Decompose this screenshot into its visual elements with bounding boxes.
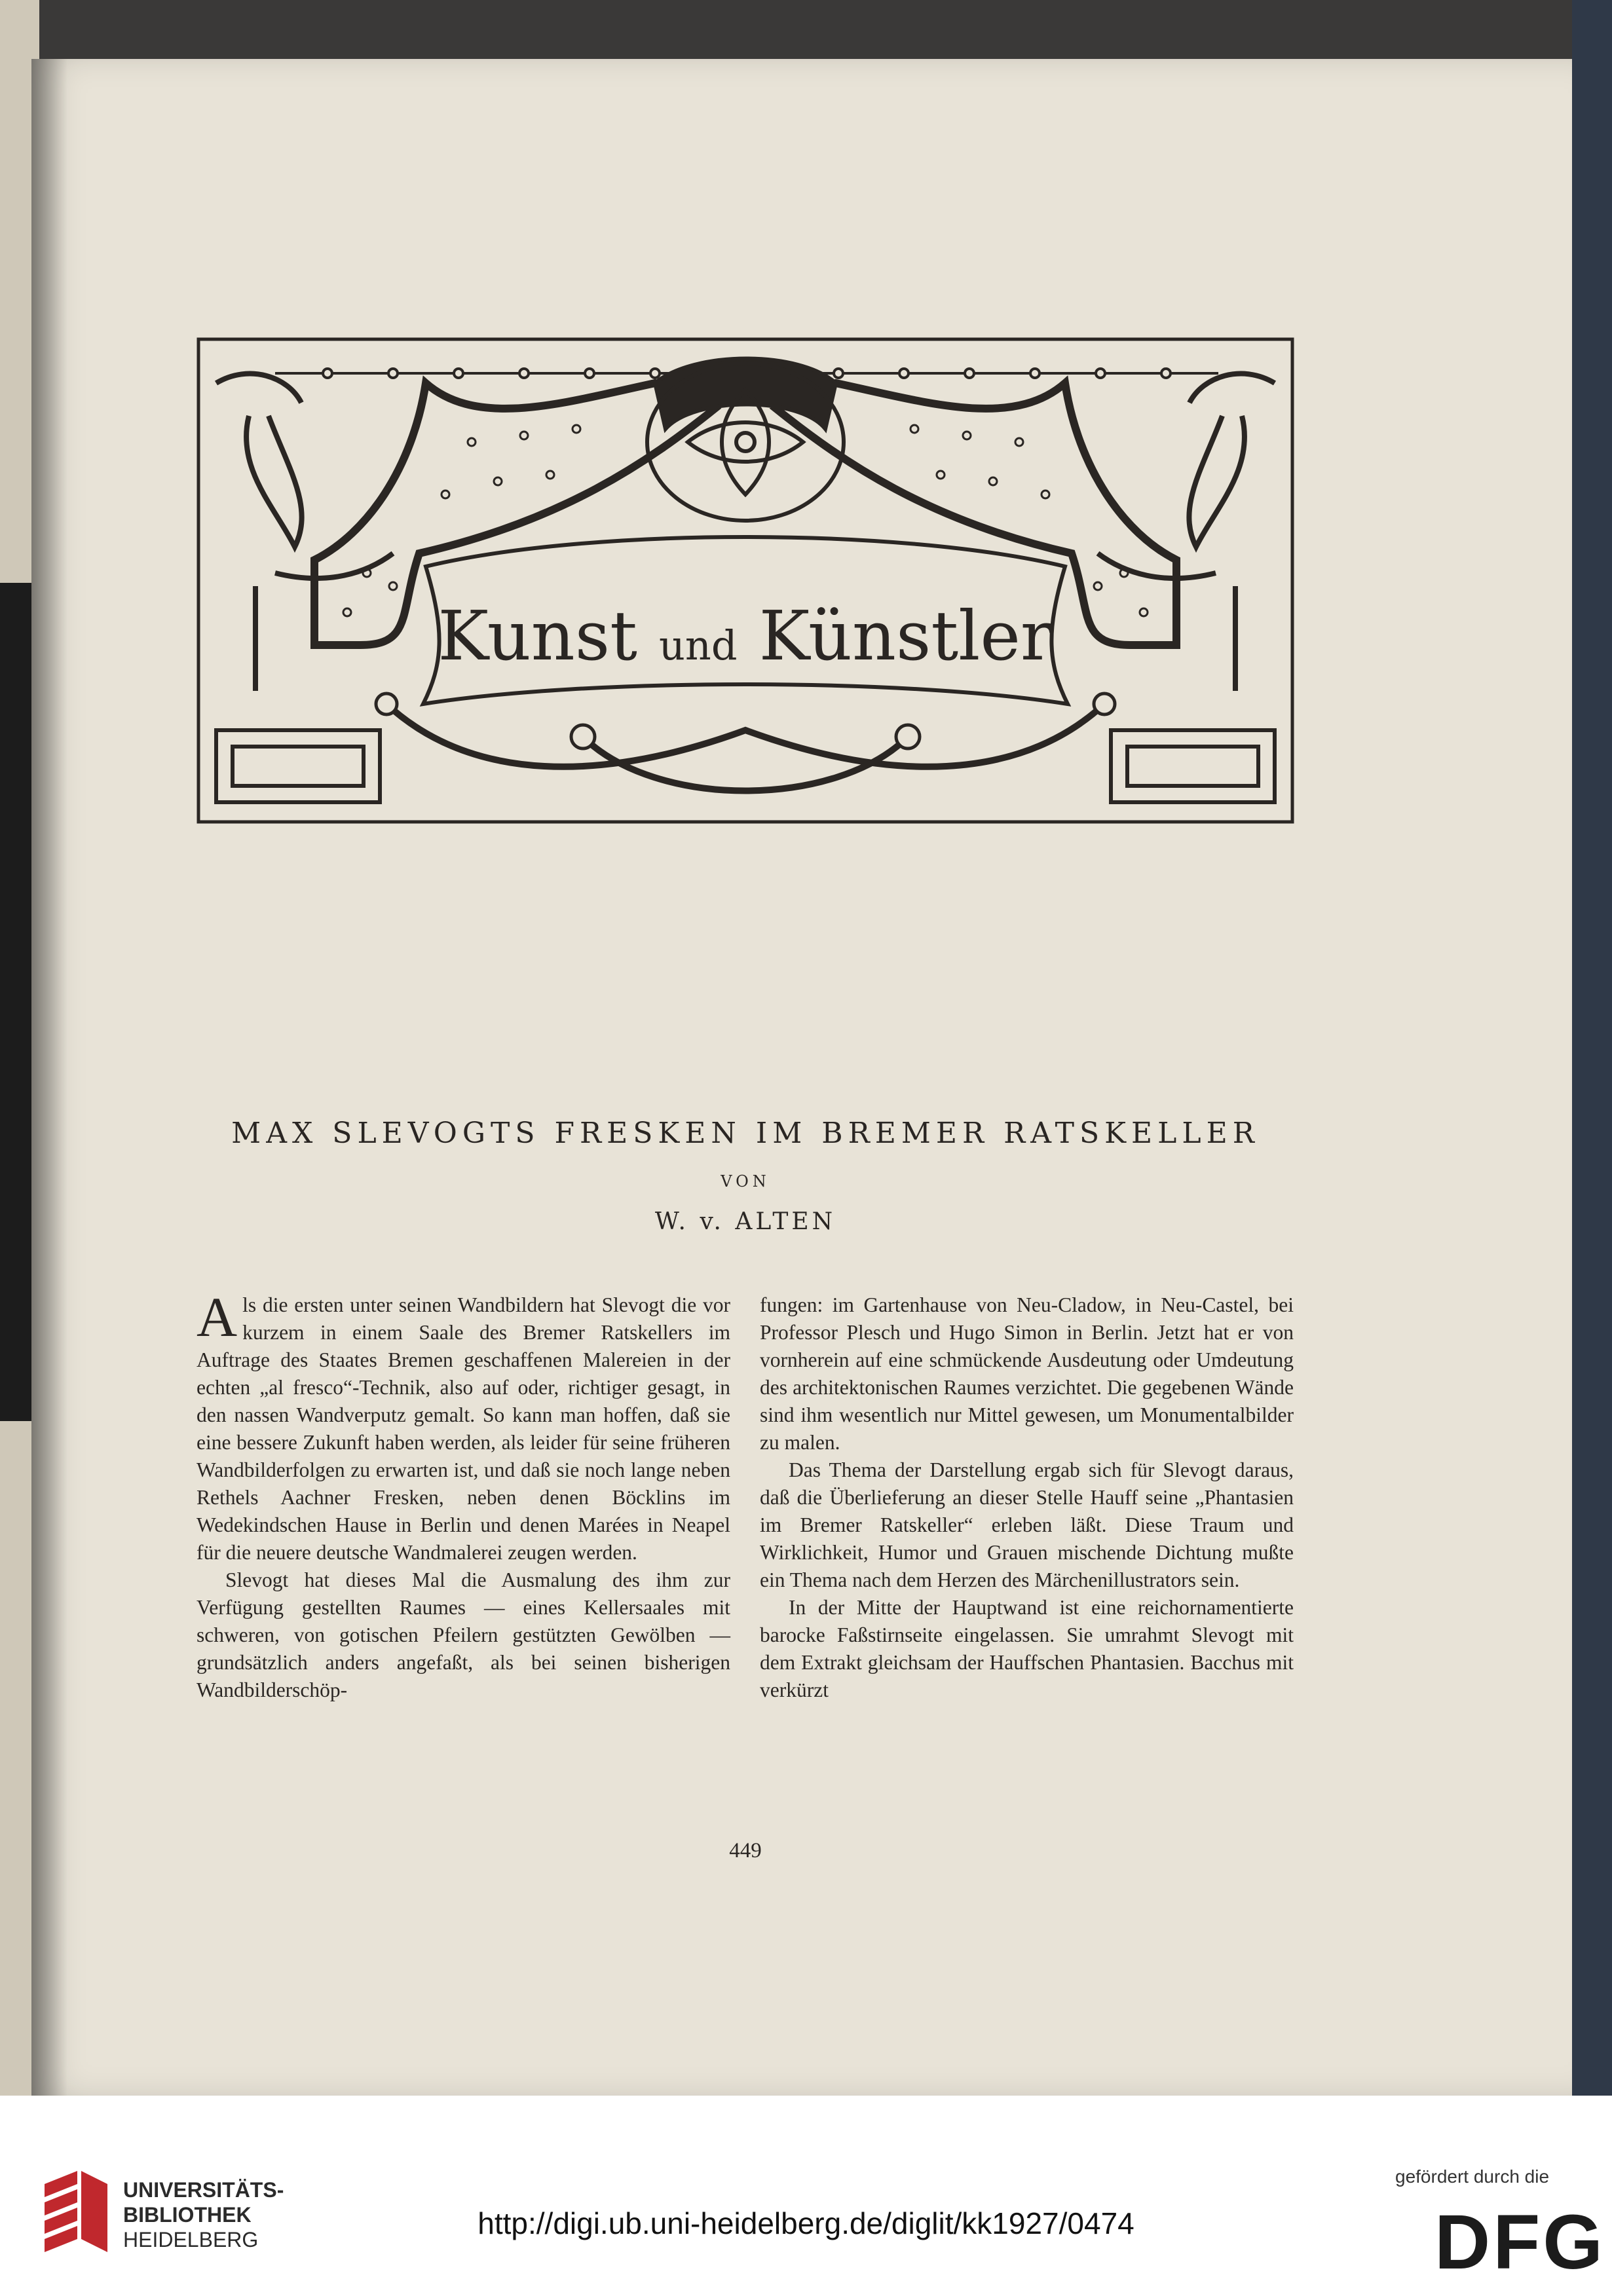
text-column-right [760, 1291, 1294, 1704]
article-byline-von: VON [721, 1172, 770, 1191]
text-column-left [197, 1286, 730, 1704]
article-title: MAX SLEVOGTS FRESKEN IM BREMER RATSKELLER [231, 1117, 1260, 1150]
book-cover-edge [1572, 0, 1612, 2096]
library-line1: UNIVERSITÄTS- [123, 2178, 284, 2202]
paragraph: Slevogt hat dieses Mal die Ausmalung des ihm zur Verfügung gestellten Raumes — eines Kellersaales mit schweren, von gotischen Pfeilern gestützten Gewölben — grundsätzlich anders angefaßt, als bei seinen bisherigen Wandbilderschöp- [197, 1568, 730, 1701]
paragraph: Das Thema der Darstellung ergab sich für Slevogt daraus, daß die Überlieferung an dieser Stelle Hauff seine „Phantasien im Bremer Ratskeller“ erleben läßt. Diese Traum und Wirklichkeit, Humor und Grauen mischende Dichtung mußte ein Thema nach dem Herzen des Märchenillustrators sein. [760, 1458, 1294, 1591]
dfg-logo[interactable]: DFG [1434, 2199, 1606, 2286]
header-title-und: und [658, 621, 738, 669]
header-ornament [197, 337, 1294, 824]
permalink-url[interactable]: http://digi.ub.uni-heidelberg.de/diglit/kk1927/0474 [478, 2206, 1134, 2240]
library-line3: HEIDELBERG [123, 2228, 259, 2251]
paragraph [197, 1286, 730, 1566]
paragraph: fungen: im Gartenhause von Neu-Cladow, in Neu-Castel, bei Professor Plesch und Hugo Simon in Berlin. Jetzt hat er von vornherein auf eine schmückende Ausdeutung oder Umdeutung des architektonischen Raumes verzichtet. Die gegebenen Wände sind ihm wesentlich nur Mittel gewesen, um Monumentalbilder zu malen. [760, 1293, 1294, 1454]
funding-caption: gefördert durch die [1395, 2166, 1550, 2187]
header-title [438, 596, 1053, 676]
garland [386, 704, 1104, 791]
paragraph: In der Mitte der Hauptwand ist eine reichornamentierte barocke Faßstirnseite eingelassen. Sie umrahmt Slevogt mit dem Extrakt gleichsam der Hauffschen Phantasien. Bacchus mit verkürzt [760, 1596, 1294, 1701]
page-number: 449 [729, 1839, 762, 1862]
article-author: W. v. ALTEN [654, 1208, 836, 1235]
library-line2: BIBLIOTHEK [123, 2203, 252, 2227]
header-title-kunst: Kunst [438, 596, 659, 676]
paragraph-text: ls die ersten unter seinen Wandbildern hat Slevogt die vor kurzem in einem Saale des Bremer Ratskellers im Auftrage des Staates Bremen geschaffenen Malereien in der echten „al fresco“-Technik, also auf oder, richtiger gesagt, in den nassen Wandverputz gemalt. So kann man hoffen, daß sie eine bessere Zukunft haben werden, als leider für seine früheren Wandbilderfolgen zu erwarten ist, und daß sie noch lange neben Rethels Aachner Fresken, neben denen Böcklins im Wedekindschen Hause in Berlin und denen Marées in Neapel für die neuere deutsche Wandmalerei zeugen werden. [197, 1293, 730, 1564]
header-title-kuenstler: Künstler [737, 596, 1053, 676]
page-gutter-shadow [31, 59, 67, 2096]
drop-cap: A [197, 1286, 238, 1348]
